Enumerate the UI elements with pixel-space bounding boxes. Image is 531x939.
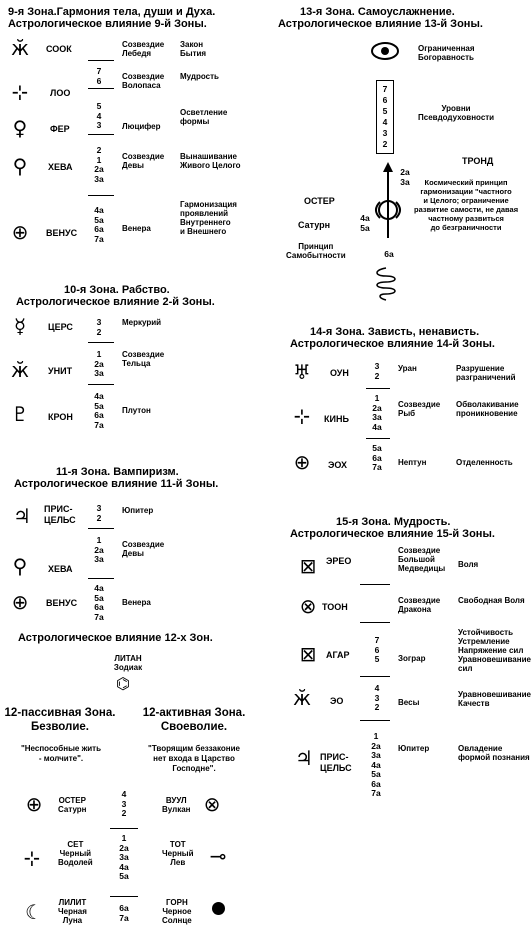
divider (88, 384, 114, 385)
zone14-c4: Обволакивание проникновение (456, 400, 519, 418)
zone13-subtitle: Астрологическое влияние 13-й Зоны. (278, 18, 483, 30)
zone9-c4: Осветление формы (180, 108, 228, 126)
kron-icon: ♇ (11, 402, 29, 426)
divider (88, 134, 114, 135)
vulcan-icon: ⊗ (203, 792, 221, 816)
zone9-c4: Закон Бытия (180, 40, 207, 58)
zone10-name: КРОН (48, 412, 73, 422)
zone9-c4: Вынашивание Живого Целого (180, 152, 241, 170)
zone10-nums: 4а 5а 6а 7а (94, 391, 104, 430)
toon-icon: ⊗ (299, 594, 317, 618)
zone12-nums: 1 2а 3а 4а 5а (119, 833, 129, 881)
zone14-title: 14-я Зона. Зависть, ненависть. (310, 326, 480, 338)
divider (88, 528, 114, 529)
zone11-nums: 1 2а 3а (94, 535, 104, 564)
set-icon: ⊹ (23, 846, 41, 870)
spiral-icon (370, 266, 402, 302)
divider (360, 584, 390, 585)
zodiac-icon: ⌬ (116, 674, 130, 693)
eo-icon: ӂ (292, 686, 312, 710)
zone15-name: ЭРЕО (326, 556, 352, 566)
divider (88, 60, 114, 61)
zone14-c4: Разрушение разграничений (456, 364, 516, 382)
oster-label: ОСТЕР (304, 196, 335, 206)
zone14-c3: Уран (398, 364, 417, 373)
heva-icon: ⚲ (12, 154, 28, 178)
levels-label: Уровни Псевдодуховности (418, 104, 495, 122)
divider (88, 88, 114, 89)
zone14-name: ЭОХ (328, 460, 348, 470)
zone12-nums: 4 3 2 (121, 789, 127, 818)
zone9-name: ВЕНУС (46, 228, 78, 238)
unit-icon: ӂ (10, 358, 30, 382)
black-sun-icon (212, 902, 225, 915)
zone14-c4: Отделенность (456, 458, 513, 467)
zone9-subtitle: Астрологическое влияние 9-й Зоны. (8, 18, 207, 30)
heva-icon: ⚲ (12, 554, 28, 578)
divider (360, 676, 390, 677)
zone15-c3: Зограр (398, 654, 426, 663)
zone15-name: АГАР (326, 650, 350, 660)
zone13-title: 13-я Зона. Самоуслажнение. (300, 6, 455, 18)
sook-icon: ӂ (10, 36, 30, 60)
zone15-nums: 7 6 5 (374, 635, 380, 664)
zone14-nums: 5а 6а 7а (372, 443, 382, 472)
zone9-c3: Венера (122, 224, 151, 233)
zone9-c3: Созвездие Лебедя (122, 40, 165, 58)
zone10-nums: 1 2а 3а (94, 349, 104, 378)
divider (88, 578, 114, 579)
zone10-title: 10-я Зона. Рабство. (64, 284, 170, 296)
litan-label: ЛИТАН Зодиак (113, 654, 143, 672)
zone15-c4: Овладение формой познания (458, 744, 530, 762)
zone10-c3: Плутон (122, 406, 151, 415)
jupiter-icon: ♃ (295, 746, 313, 770)
zone9-c4: Гармонизация проявлений Внутреннего и Внешнего (180, 200, 237, 236)
venus-icon: ⊕ (11, 590, 29, 614)
zone11-name: ПРИС- ЦЕЛЬС (44, 504, 76, 525)
zone9-nums: 4а 5а 6а 7а (94, 205, 104, 244)
zone15-c3: Созвездие Дракона (398, 596, 441, 614)
zone12-right: ВУУЛ Вулкан (162, 796, 191, 814)
kin-icon: ⊹ (293, 404, 311, 428)
jupiter-icon: ♃ (13, 504, 31, 528)
zone9-nums: 2 1 2а 3а (94, 145, 104, 184)
zone10-name: УНИТ (48, 366, 73, 376)
zone10-name: ЦЕРС (48, 322, 73, 332)
zone15-c3: Созвездие Большой Медведицы (398, 546, 446, 573)
neptune-icon: ⊕ (293, 450, 311, 474)
active-quote: "Творящим беззаконие нет входа в Царство Господне". (148, 744, 240, 773)
zone9-c3: Созвездие Волопаса (122, 72, 165, 90)
zone14-name: ОУН (330, 368, 349, 378)
zone9-name: ХЕВА (48, 162, 73, 172)
zone14-nums: 3 2 (374, 361, 380, 381)
venus-icon: ⊕ (11, 220, 29, 244)
passive-zone-title: 12-пассивная Зона. Безволие. (4, 707, 116, 733)
zone15-c4: Воля (458, 560, 479, 569)
active-zone-title: 12-активная Зона. Своеволие. (142, 707, 246, 733)
zone9-name: ФЕР (50, 124, 70, 134)
principle-label: Принцип Самобытности (286, 242, 346, 260)
zone12-right: ГОРН Черное Солнце (162, 898, 192, 925)
zone14-c3: Нептун (398, 458, 427, 467)
zone12-left: ЛИЛИТ Черная Луна (58, 898, 87, 925)
zone12-left: СЕТ Черный Водолей (58, 840, 93, 867)
zone9-c3: Созвездие Девы (122, 152, 165, 170)
zone15-title: 15-я Зона. Мудрость. (336, 516, 451, 528)
divider (110, 896, 138, 897)
levels-nums: 7 6 5 4 3 2 (382, 84, 388, 149)
divider (88, 342, 114, 343)
zone14-name: КИНЬ (324, 414, 349, 424)
zone14-nums: 1 2а 3а 4а (372, 393, 382, 432)
saturn-icon: ⊕ (25, 792, 43, 816)
zone9-nums: 5 4 3 (96, 101, 102, 130)
zone15-name: ТООН (322, 602, 348, 612)
zone15-c4: Устойчивость Устремление Напряжение сил Уравновешивание сил (458, 628, 531, 673)
trond-nums-up: 2а 3а (400, 167, 410, 187)
saturn-label: Сатурн (298, 220, 331, 230)
passive-quote: "Неспособные жить - молчите". (20, 744, 101, 763)
divider (360, 720, 390, 721)
zone9-name: ЛОО (50, 88, 71, 98)
zone12-title: Астрологическое влияние 12-х Зон. (18, 632, 213, 644)
zone15-nums: 1 2а 3а 4а 5а 6а 7а (371, 731, 381, 798)
zone10-c3: Меркурий (122, 318, 162, 327)
zone11-c3: Созвездие Девы (122, 540, 165, 558)
zone11-name: ХЕВА (48, 564, 73, 574)
zone14-subtitle: Астрологическое влияние 14-й Зоны. (290, 338, 495, 350)
zone10-nums: 3 2 (96, 317, 102, 337)
trond-label: ТРОНД (462, 156, 494, 166)
zone11-nums: 3 2 (96, 503, 102, 523)
zone15-name: ПРИС- ЦЕЛЬС (320, 752, 352, 773)
zone10-subtitle: Астрологическое влияние 2-й Зоны. (16, 296, 215, 308)
uranus-icon: ♅ (293, 360, 311, 384)
zone11-c3: Венера (122, 598, 151, 607)
zone15-subtitle: Астрологическое влияние 15-й Зоны. (290, 528, 495, 540)
fer-icon: ♀ (12, 116, 28, 140)
zone11-c3: Юпитер (122, 506, 154, 515)
zone9-nums: 7 6 (96, 66, 102, 86)
trond-nums-mid: 4а 5а (360, 213, 370, 233)
eye-icon (370, 40, 400, 62)
zone10-c3: Созвездие Тельца (122, 350, 165, 368)
cers-icon: ☿ (13, 314, 27, 338)
zone11-title: 11-я Зона. Вампиризм. (56, 466, 179, 478)
divider (366, 438, 390, 439)
limited-label: Ограниченная Богоравность (418, 44, 475, 62)
zone15-c3: Весы (398, 698, 420, 707)
divider (88, 195, 114, 196)
zone11-subtitle: Астрологическое влияние 11-й Зоны. (14, 478, 219, 490)
trond-nums-low: 6а (384, 249, 394, 259)
zone14-c3: Созвездие Рыб (398, 400, 441, 418)
divider (110, 828, 138, 829)
lilith-icon: ☾ (25, 900, 43, 924)
zone12-left: ОСТЕР Сатурн (58, 796, 87, 814)
cosmic-principle: Космический принцип гармонизации "частного и Целого; ограничение развитие самости, не давая частному развиться до безграничности (414, 178, 519, 232)
zone12-nums: 6а 7а (119, 903, 129, 923)
zone9-title: 9-я Зона.Гармония тела, души и Духа. (8, 6, 216, 18)
zone9-c4: Мудрость (180, 72, 219, 81)
zone15-c4: Уравновешивание Качеств (458, 690, 531, 708)
zone15-name: ЭО (330, 696, 344, 706)
zone11-name: ВЕНУС (46, 598, 78, 608)
zone9-name: СООК (46, 44, 72, 54)
tot-icon: ⊸ (209, 844, 227, 868)
zone15-nums: 4 3 2 (374, 683, 380, 712)
loo-icon: ⊹ (11, 80, 29, 104)
zone9-c3: Люцифер (122, 122, 161, 131)
zone11-nums: 4а 5а 6а 7а (94, 583, 104, 622)
zone12-right: ТОТ Черный Лев (162, 840, 194, 867)
agar-icon: ⊠ (299, 642, 317, 666)
ereo-icon: ⊠ (299, 554, 317, 578)
zone15-c3: Юпитер (398, 744, 430, 753)
divider (360, 622, 390, 623)
divider (366, 388, 390, 389)
zone15-c4: Свободная Воля (458, 596, 525, 605)
